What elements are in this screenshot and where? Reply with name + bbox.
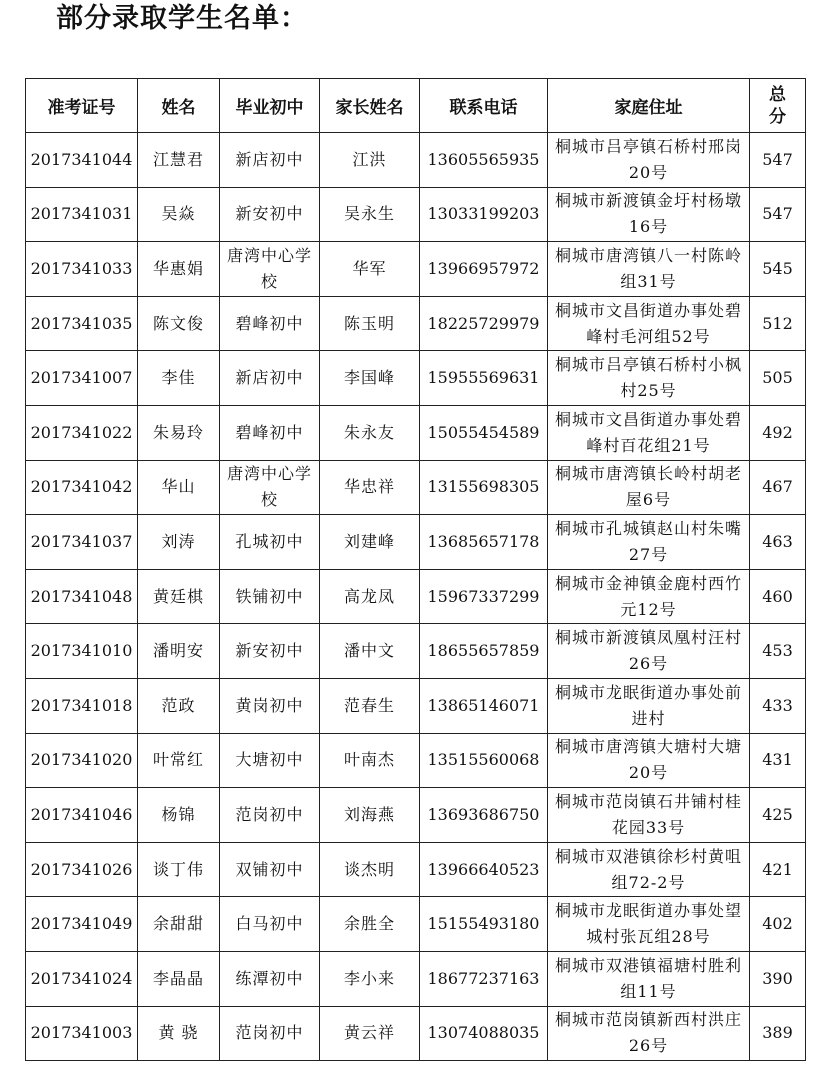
header-parent: 家长姓名 [320,79,420,133]
cell-parent: 华军 [320,242,420,297]
page-title: 部分录取学生名单： [56,3,308,34]
cell-phone: 13074088035 [420,1006,548,1061]
cell-school: 铁铺初中 [220,569,320,624]
cell-total: 389 [750,1006,806,1061]
cell-phone: 13155698305 [420,460,548,515]
cell-address: 桐城市唐湾镇八一村陈岭组31号 [548,242,750,297]
cell-name: 杨锦 [138,788,220,843]
cell-parent: 刘海燕 [320,788,420,843]
cell-parent: 余胜全 [320,897,420,952]
cell-total: 547 [750,133,806,188]
cell-address: 桐城市文昌街道办事处碧峰村百花组21号 [548,405,750,460]
cell-phone: 18677237163 [420,951,548,1006]
cell-exam-id: 2017341048 [26,569,138,624]
cell-name: 陈文俊 [138,296,220,351]
cell-parent: 李国峰 [320,351,420,406]
cell-name: 华山 [138,460,220,515]
cell-phone: 13605565935 [420,133,548,188]
cell-name: 李佳 [138,351,220,406]
cell-phone: 13966640523 [420,842,548,897]
table-row [26,242,806,297]
cell-name: 叶常红 [138,733,220,788]
cell-total: 453 [750,624,806,679]
admission-table [25,78,806,1061]
cell-address: 桐城市龙眠街道办事处前进村 [548,678,750,733]
cell-school: 范岗初中 [220,1006,320,1061]
cell-phone: 13693686750 [420,788,548,843]
header-row [26,79,806,133]
cell-parent: 朱永友 [320,405,420,460]
cell-exam-id: 2017341007 [26,351,138,406]
cell-address: 桐城市龙眠街道办事处望城村张瓦组28号 [548,897,750,952]
cell-total: 463 [750,515,806,570]
cell-total: 402 [750,897,806,952]
cell-exam-id: 2017341026 [26,842,138,897]
table-row [26,569,806,624]
table-row [26,460,806,515]
cell-name: 黄 骁 [138,1006,220,1061]
cell-parent: 刘建峰 [320,515,420,570]
cell-phone: 13515560068 [420,733,548,788]
cell-total: 421 [750,842,806,897]
cell-total: 431 [750,733,806,788]
cell-total: 547 [750,187,806,242]
cell-phone: 15967337299 [420,569,548,624]
cell-parent: 华忠祥 [320,460,420,515]
cell-exam-id: 2017341020 [26,733,138,788]
cell-name: 江慧君 [138,133,220,188]
cell-exam-id: 2017341010 [26,624,138,679]
table-row [26,624,806,679]
cell-exam-id: 2017341022 [26,405,138,460]
header-total-label: 总 分 [769,84,786,127]
cell-address: 桐城市双港镇徐杉村黄咀组72-2号 [548,842,750,897]
cell-school: 双铺初中 [220,842,320,897]
cell-total: 545 [750,242,806,297]
cell-school: 新店初中 [220,351,320,406]
cell-address: 桐城市文昌街道办事处碧峰村毛河组52号 [548,296,750,351]
cell-school: 练潭初中 [220,951,320,1006]
cell-parent: 吴永生 [320,187,420,242]
cell-parent: 谈杰明 [320,842,420,897]
cell-name: 李晶晶 [138,951,220,1006]
cell-school: 唐湾中心学校 [220,242,320,297]
cell-exam-id: 2017341018 [26,678,138,733]
cell-total: 425 [750,788,806,843]
table-row [26,187,806,242]
cell-school: 唐湾中心学校 [220,460,320,515]
header-phone: 联系电话 [420,79,548,133]
cell-name: 华惠娟 [138,242,220,297]
cell-phone: 13033199203 [420,187,548,242]
cell-address: 桐城市范岗镇新西村洪庄26号 [548,1006,750,1061]
cell-exam-id: 2017341003 [26,1006,138,1061]
cell-school: 新安初中 [220,187,320,242]
cell-phone: 13966957972 [420,242,548,297]
cell-parent: 陈玉明 [320,296,420,351]
cell-exam-id: 2017341024 [26,951,138,1006]
header-school: 毕业初中 [220,79,320,133]
cell-school: 黄岗初中 [220,678,320,733]
cell-address: 桐城市吕亭镇石桥村小枫村25号 [548,351,750,406]
cell-phone: 15155493180 [420,897,548,952]
cell-school: 白马初中 [220,897,320,952]
cell-name: 余甜甜 [138,897,220,952]
cell-school: 新店初中 [220,133,320,188]
cell-phone: 18225729979 [420,296,548,351]
cell-school: 碧峰初中 [220,405,320,460]
table-row [26,351,806,406]
cell-phone: 13685657178 [420,515,548,570]
cell-address: 桐城市新渡镇凤凰村汪村26号 [548,624,750,679]
cell-address: 桐城市孔城镇赵山村朱嘴27号 [548,515,750,570]
cell-exam-id: 2017341033 [26,242,138,297]
cell-total: 492 [750,405,806,460]
cell-parent: 江洪 [320,133,420,188]
table-row [26,842,806,897]
cell-exam-id: 2017341049 [26,897,138,952]
cell-name: 范政 [138,678,220,733]
cell-address: 桐城市吕亭镇石桥村邢岗20号 [548,133,750,188]
cell-total: 512 [750,296,806,351]
cell-total: 433 [750,678,806,733]
cell-school: 孔城初中 [220,515,320,570]
cell-address: 桐城市唐湾镇长岭村胡老屋6号 [548,460,750,515]
cell-exam-id: 2017341044 [26,133,138,188]
cell-parent: 叶南杰 [320,733,420,788]
cell-phone: 15955569631 [420,351,548,406]
table-row [26,1006,806,1061]
table-row [26,515,806,570]
cell-name: 谈丁伟 [138,842,220,897]
cell-parent: 潘中文 [320,624,420,679]
header-address: 家庭住址 [548,79,750,133]
cell-address: 桐城市新渡镇金圩村杨墩16号 [548,187,750,242]
cell-exam-id: 2017341031 [26,187,138,242]
header-total [750,79,806,133]
table-row [26,733,806,788]
table-row [26,678,806,733]
cell-address: 桐城市范岗镇石井铺村桂花园33号 [548,788,750,843]
cell-parent: 范春生 [320,678,420,733]
cell-name: 吴焱 [138,187,220,242]
cell-parent: 高龙凤 [320,569,420,624]
header-name: 姓名 [138,79,220,133]
cell-total: 505 [750,351,806,406]
cell-phone: 15055454589 [420,405,548,460]
cell-address: 桐城市唐湾镇大塘村大塘20号 [548,733,750,788]
table-row [26,405,806,460]
cell-parent: 黄云祥 [320,1006,420,1061]
cell-exam-id: 2017341042 [26,460,138,515]
cell-address: 桐城市双港镇福塘村胜利组11号 [548,951,750,1006]
cell-name: 刘涛 [138,515,220,570]
cell-phone: 13865146071 [420,678,548,733]
cell-name: 黄廷棋 [138,569,220,624]
table-row [26,296,806,351]
cell-total: 467 [750,460,806,515]
cell-name: 潘明安 [138,624,220,679]
cell-school: 范岗初中 [220,788,320,843]
cell-name: 朱易玲 [138,405,220,460]
table-row [26,788,806,843]
table-row [26,133,806,188]
cell-exam-id: 2017341035 [26,296,138,351]
table-row [26,951,806,1006]
cell-parent: 李小来 [320,951,420,1006]
cell-school: 大塘初中 [220,733,320,788]
cell-school: 碧峰初中 [220,296,320,351]
cell-total: 390 [750,951,806,1006]
table-body [26,133,806,1061]
cell-exam-id: 2017341046 [26,788,138,843]
header-exam-id: 准考证号 [26,79,138,133]
cell-school: 新安初中 [220,624,320,679]
table-row [26,897,806,952]
cell-phone: 18655657859 [420,624,548,679]
cell-address: 桐城市金神镇金鹿村西竹元12号 [548,569,750,624]
cell-total: 460 [750,569,806,624]
cell-exam-id: 2017341037 [26,515,138,570]
